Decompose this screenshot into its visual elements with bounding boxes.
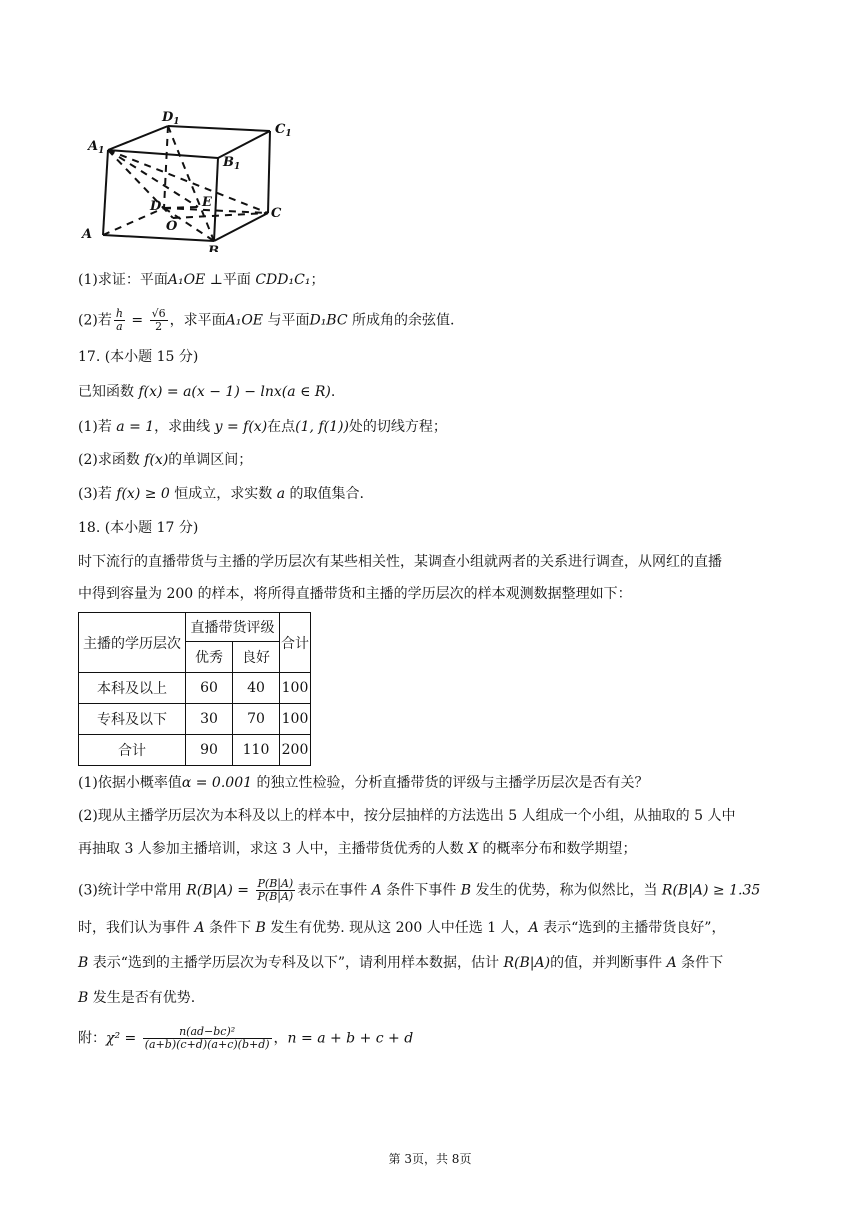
q18-part3-line3: B 表示“选到的主播学历层次为专科及以下”，请利用样本数据，估计 R(B|A)的值，并判断事件 A 条件下	[78, 955, 724, 971]
table-header-rating: 直播带货评级	[186, 613, 280, 642]
q18-title: 18. (本小题 17 分)	[78, 520, 199, 536]
label-E: E	[202, 195, 212, 210]
table-row	[79, 673, 311, 704]
q18-data-table	[78, 612, 311, 766]
q18-intro-line2: 中得到容量为 200 的样本，将所得直播带货和主播的学历层次的样本观测数据整理如下：	[78, 586, 632, 602]
q17-part3: (3)若 f(x) ≥ 0 恒成立，求实数 a 的取值集合.	[78, 486, 364, 502]
page-footer: 第 3页，共 8页	[388, 1152, 472, 1166]
table-header-total: 合计	[280, 613, 311, 673]
q17-title: 17. (本小题 15 分)	[78, 349, 199, 365]
table-subheader-good: 良好	[233, 642, 280, 673]
q18-part1: (1)依据小概率值α = 0.001 的独立性检验，分析直播带货的评级与主播学历层次是否有关？	[78, 775, 649, 791]
q18-part3-line4: B 发生是否有优势.	[78, 990, 196, 1006]
label-A1: $A_1$	[88, 139, 105, 156]
label-C: C	[271, 206, 282, 221]
q17-stem: 已知函数 f(x) = a(x − 1) − lnx(a ∈ R).	[78, 384, 336, 400]
label-O: O	[166, 219, 178, 234]
label-B1: $B_1$	[223, 155, 241, 172]
q18-part2-line2: 再抽取 3 人参加主播培训，求这 3 人中，主播带货优秀的人数 X 的概率分布和数学期望；	[78, 841, 637, 857]
label-D: D	[150, 199, 162, 214]
table-subheader-excellent: 优秀	[186, 642, 233, 673]
table-cell: 90	[186, 735, 233, 766]
table-cell: 100	[280, 704, 311, 735]
table-cell: 110	[233, 735, 280, 766]
table-row-label: 专科及以下	[79, 704, 186, 735]
q18-part3-line2: 时，我们认为事件 A 条件下 B 发生有优势. 现从这 200 人中任选 1 人，A 表示“选到的主播带货良好”，	[78, 920, 726, 936]
table-row	[79, 735, 311, 766]
label-A: A	[82, 227, 93, 242]
q17-part2: (2)求函数 f(x)的单调区间；	[78, 452, 253, 468]
table-cell: 60	[186, 673, 233, 704]
q16-part2: (2)若 $\frac{h}{a}$ = $\frac{√6}{2}$ ，求平面A₁OE 与平面D₁BC 所成角的余弦值.	[78, 307, 455, 333]
table-header-education: 主播的学历层次	[79, 613, 186, 673]
table-cell: 70	[233, 704, 280, 735]
q17-part1: (1)若 a = 1，求曲线 y = f(x)在点(1, f(1))处的切线方程；	[78, 419, 447, 435]
table-row-label: 本科及以上	[79, 673, 186, 704]
q18-part3-line1: (3)统计学中常用 R(B|A) = $\frac{P(B|A)}{P(B̄|A)}$ 表示在事件 A 条件下事件 B 发生的优势，称为似然比，当 R(B|A) ≥ 1.35	[78, 877, 761, 903]
table-cell: 100	[280, 673, 311, 704]
label-D1: $D_1$	[162, 110, 180, 127]
table-cell: 30	[186, 704, 233, 735]
prism-diagram	[78, 102, 308, 252]
q18-part2-line1: (2)现从主播学历层次为本科及以上的样本中，按分层抽样的方法选出 5 人组成一个小组，从抽取的 5 人中	[78, 808, 736, 824]
prism-figure	[78, 102, 308, 252]
q18-intro-line1: 时下流行的直播带货与主播的学历层次有某些相关性，某调查小组就两者的关系进行调查，从网红的直播	[78, 554, 722, 570]
table-row	[79, 704, 311, 735]
q16-part1: (1)求证：平面A₁OE ⊥平面 CDD₁C₁；	[78, 272, 325, 288]
label-C1: $C_1$	[275, 122, 292, 139]
q18-appendix: 附：χ² = $\frac{\text{n(ad−bc)²}}{(a+b)(c+d)(a+c)(b+d)}$ ，n = a + b + c + d	[78, 1025, 414, 1051]
table-row-label: 合计	[79, 735, 186, 766]
table-cell: 200	[280, 735, 311, 766]
label-B: B	[208, 244, 219, 252]
table-cell: 40	[233, 673, 280, 704]
